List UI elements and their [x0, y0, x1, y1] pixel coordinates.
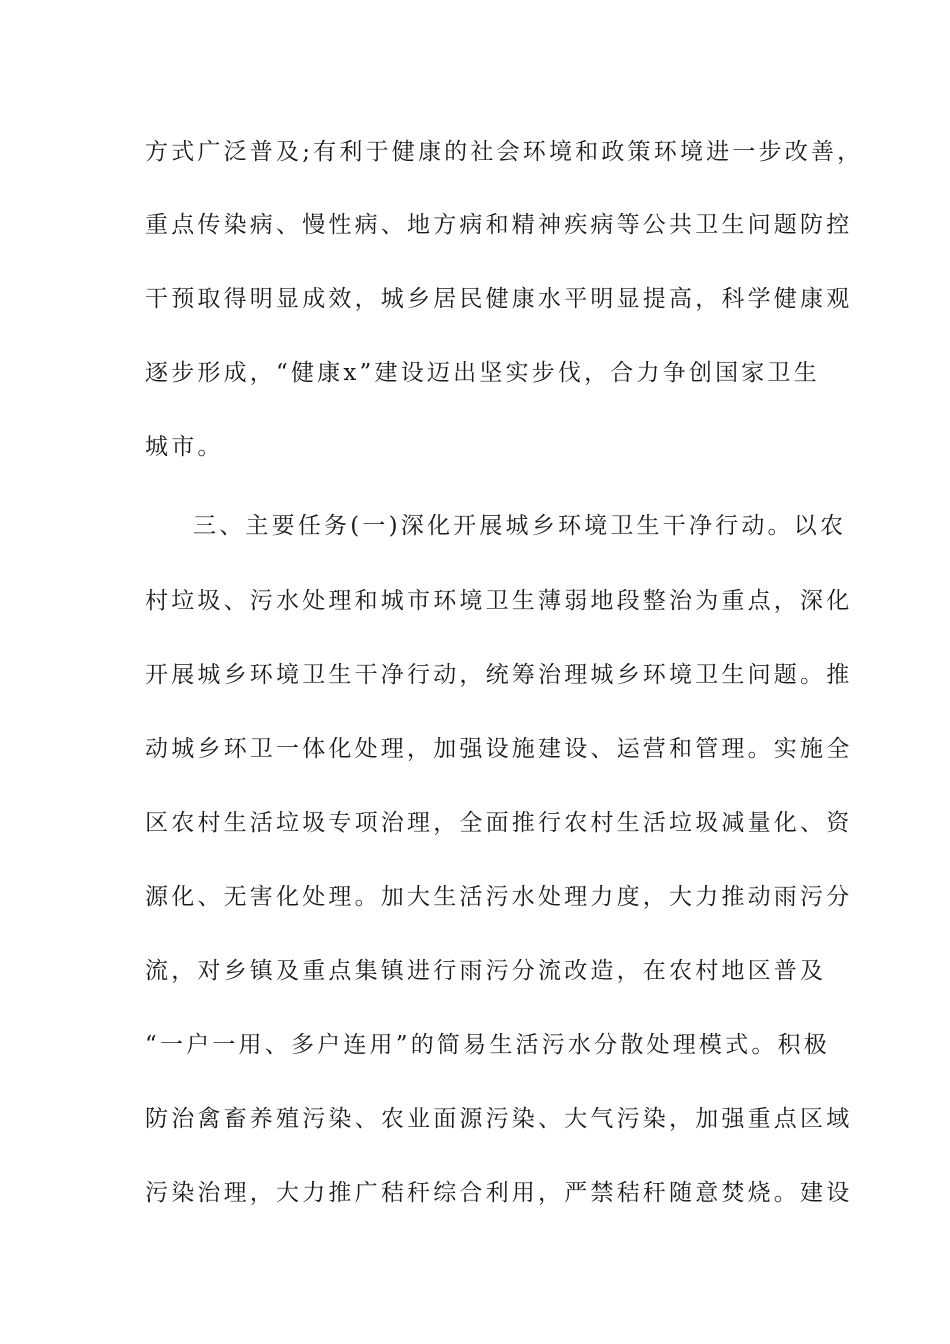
- text-line: 逐步形成，“健康x”建设迈出坚实步伐，合力争创国家卫生: [145, 360, 820, 386]
- section-heading-line: 三、主要任务(一)深化开展城乡环境卫生干净行动。以农: [193, 513, 847, 539]
- text-line: 流，对乡镇及重点集镇进行雨污分流改造，在农村地区普及: [145, 958, 827, 984]
- text-line: 干预取得明显成效，城乡居民健康水平明显提高，科学健康观: [145, 286, 853, 312]
- text-line: 重点传染病、慢性病、地方病和精神疾病等公共卫生问题防控: [145, 212, 853, 238]
- text-line: 村垃圾、污水处理和城市环境卫生薄弱地段整治为重点，深化: [145, 588, 853, 614]
- text-line: 污染治理，大力推广秸秆综合利用，严禁秸秆随意焚烧。建设: [145, 1180, 853, 1206]
- text-line: “一户一用、多户连用”的简易生活污水分散处理模式。积极: [145, 1032, 830, 1058]
- text-line: 防治禽畜养殖污染、农业面源污染、大气污染，加强重点区域: [145, 1106, 853, 1132]
- text-line: 动城乡环卫一体化处理，加强设施建设、运营和管理。实施全: [145, 736, 853, 762]
- text-line: 方式广泛普及;有利于健康的社会环境和政策环境进一步改善，: [145, 139, 864, 165]
- text-line: 开展城乡环境卫生干净行动，统筹治理城乡环境卫生问题。推: [145, 662, 853, 688]
- text-line: 城市。: [145, 434, 224, 460]
- text-line: 源化、无害化处理。加大生活污水处理力度，大力推动雨污分: [145, 884, 853, 910]
- text-line: 区农村生活垃圾专项治理，全面推行农村生活垃圾减量化、资: [145, 810, 853, 836]
